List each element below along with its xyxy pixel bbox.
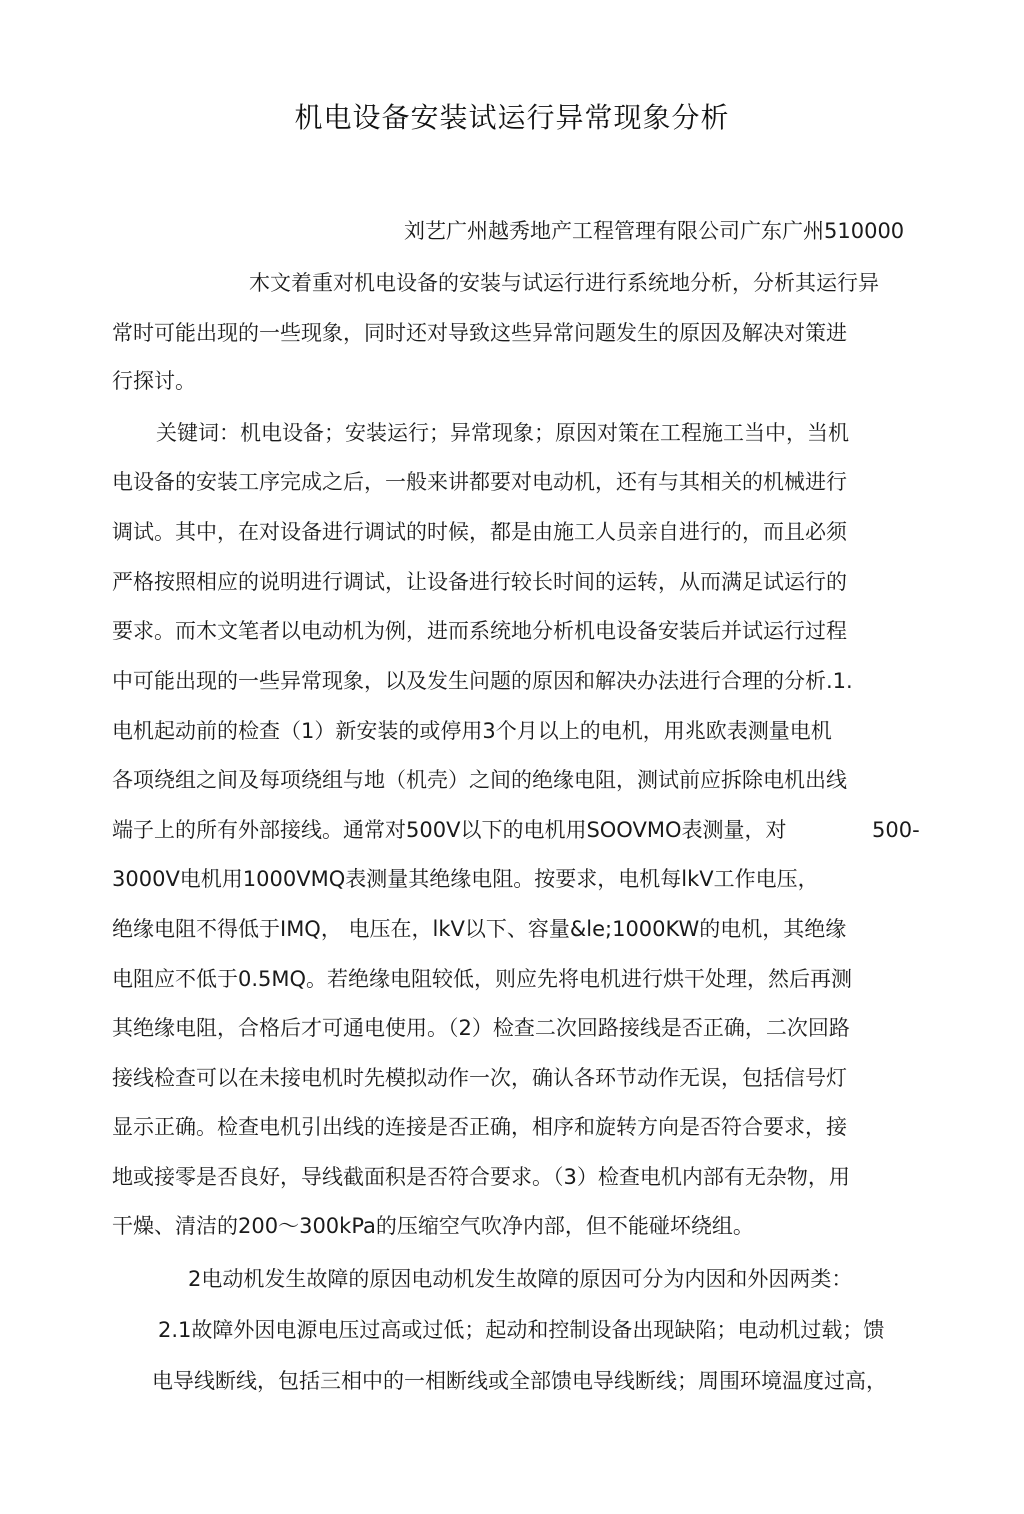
body-line-right-number: 500-: [872, 818, 920, 842]
body-line: 电机起动前的检查（1）新安装的或停用3个月以上的电机，用兆欧表测量电机: [112, 719, 832, 743]
body-line: 接线检查可以在未接电机时先模拟动作一次，确认各环节动作无误，包括信号灯: [112, 1066, 847, 1090]
body-line: 地或接零是否良好，导线截面积是否符合要求。（3）检查电机内部有无杂物，用: [112, 1165, 850, 1189]
body-line: 行探讨。: [112, 369, 196, 393]
body-line: 调试。其中，在对设备进行调试的时候，都是由施工人员亲自进行的，而且必须: [112, 520, 847, 544]
body-line: 干燥、清洁的200～300kPa的压缩空气吹净内部，但不能碰坏绕组。: [112, 1214, 754, 1238]
body-line: 木文着重对机电设备的安装与试运行进行系统地分析，分析其运行异: [249, 271, 879, 295]
body-line: 端子上的所有外部接线。通常对500V以下的电机用SOOVMO表测量，对: [112, 818, 787, 842]
body-line: 电导线断线，包括三相中的一相断线或全部馈电导线断线；周围环境温度过高，: [152, 1369, 887, 1393]
body-line: 绝缘电阻不得低于IMQ， 电压在，lkV以下、容量&le;1000KW的电机，其绝缘: [112, 917, 847, 941]
body-line: 显示正确。检查电机引出线的连接是否正确，相序和旋转方向是否符合要求，接: [112, 1115, 847, 1139]
section-heading-line: 2电动机发生故障的原因电动机发生故障的原因可分为内因和外因两类：: [188, 1267, 853, 1291]
body-line: 其绝缘电阻，合格后才可通电使用。（2）检查二次回路接线是否正确，二次回路: [112, 1016, 850, 1040]
subsection-line: 2.1故障外因电源电压过高或过低；起动和控制设备出现缺陷；电动机过载；馈: [158, 1318, 885, 1342]
body-line: 关键词：机电设备；安装运行；异常现象；原因对策在工程施工当中，当机: [156, 421, 849, 445]
body-line: 3000V电机用1000VMQ表测量其绝缘电阻。按要求，电机每lkV工作电压，: [112, 867, 819, 891]
body-line: 各项绕组之间及每项绕组与地（机壳）之间的绝缘电阻，测试前应拆除电机出线: [112, 768, 847, 792]
body-line: 要求。而木文笔者以电动机为例，进而系统地分析机电设备安装后并试运行过程: [112, 619, 847, 643]
author-line: 刘艺广州越秀地产工程管理有限公司广东广州510000: [404, 219, 905, 243]
body-line: 常时可能出现的一些现象，同时还对导致这些异常问题发生的原因及解决对策进: [112, 321, 847, 345]
body-line: 严格按照相应的说明进行调试，让设备进行较长时间的运转，从而满足试运行的: [112, 570, 847, 594]
body-line: 中可能出现的一些异常现象，以及发生问题的原因和解决办法进行合理的分析.1.: [112, 669, 853, 693]
body-line: 电设备的安装工序完成之后，一般来讲都要对电动机，还有与其相关的机械进行: [112, 470, 847, 494]
body-line: 电阻应不低于0.5MQ。若绝缘电阻较低，则应先将电机进行烘干处理，然后再测: [112, 967, 853, 991]
page-title: 机电设备安装试运行异常现象分析: [294, 101, 730, 134]
